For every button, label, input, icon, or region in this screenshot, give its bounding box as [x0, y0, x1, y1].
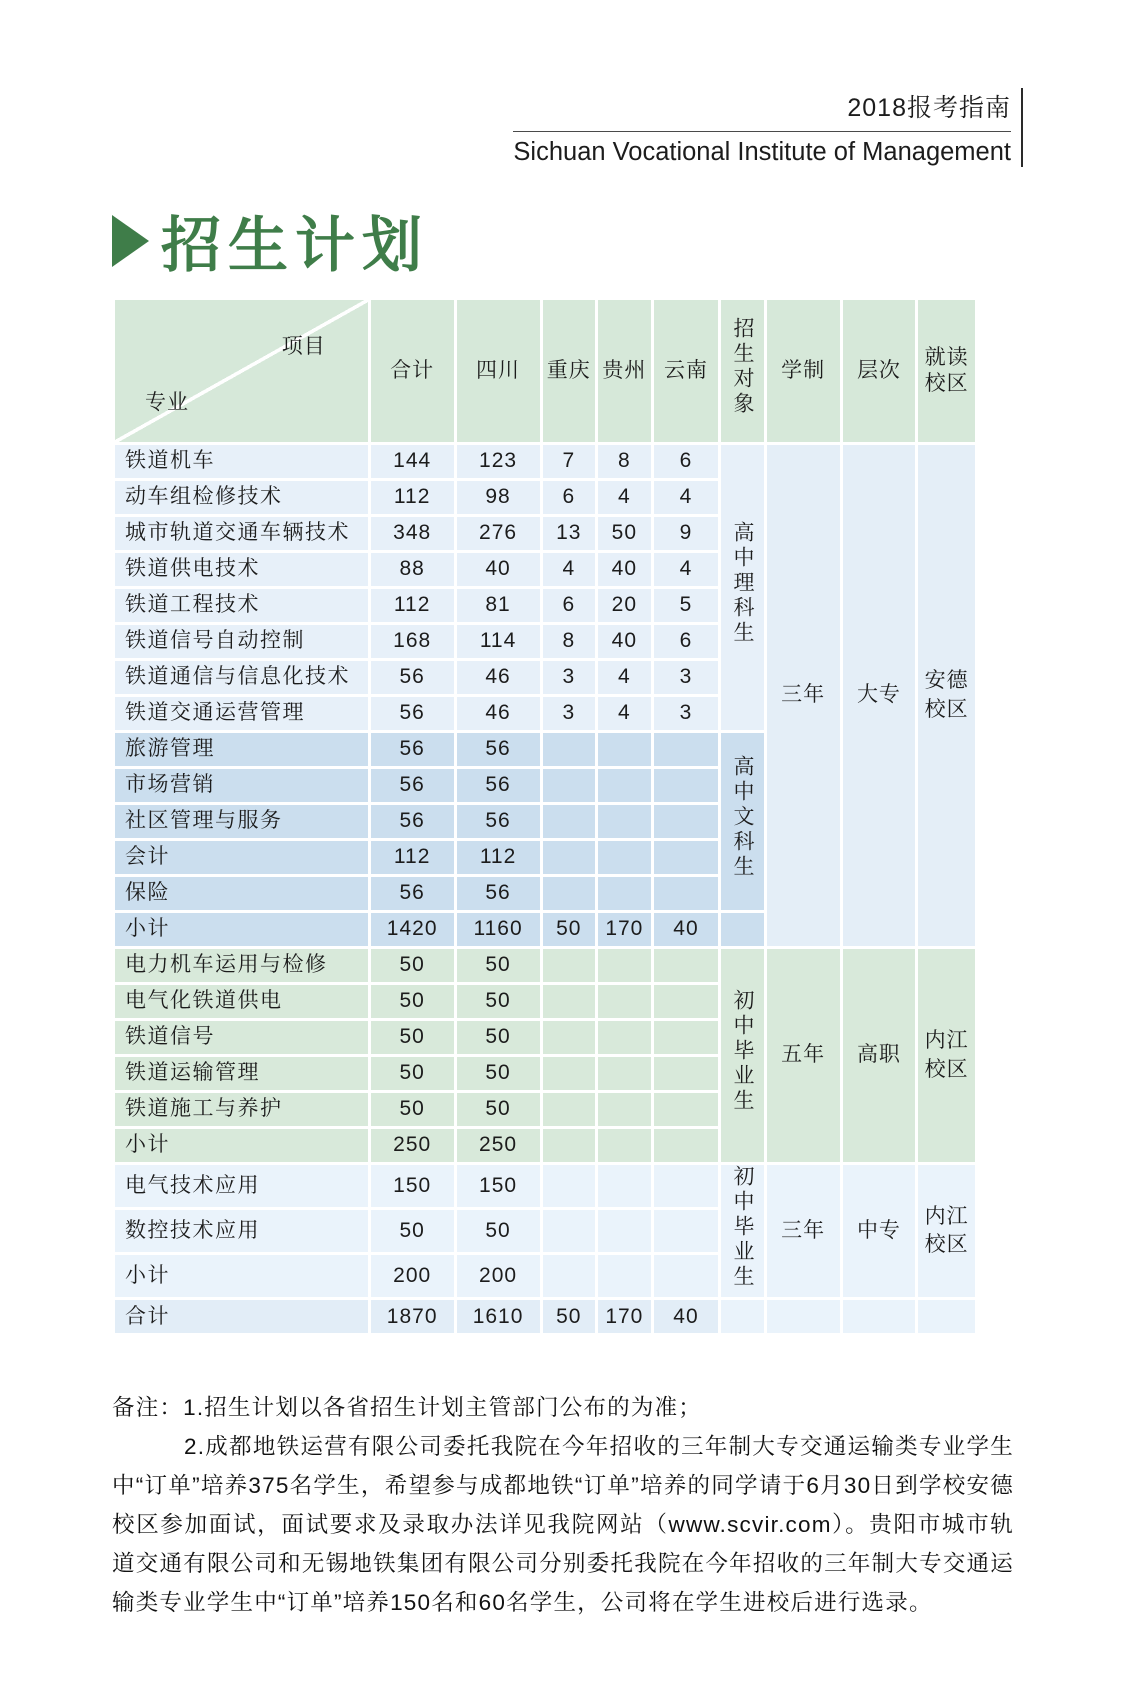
value-cell: 6: [543, 481, 596, 514]
value-cell: 250: [371, 1129, 454, 1162]
value-cell: 8: [543, 625, 596, 658]
value-cell: 8: [598, 445, 651, 478]
value-cell: 88: [371, 553, 454, 586]
value-cell: [543, 1165, 596, 1207]
value-cell: [598, 769, 651, 802]
value-cell: 250: [457, 1129, 540, 1162]
value-cell: 56: [371, 805, 454, 838]
value-cell: [654, 841, 719, 874]
header-total: 合计: [371, 300, 454, 442]
value-cell: [654, 1165, 719, 1207]
major-cell: 市场营销: [115, 769, 368, 802]
value-cell: [543, 1021, 596, 1054]
corner-item-label: 项目: [281, 335, 326, 358]
campus-group-cell: 内江校区: [918, 949, 975, 1162]
triangle-bullet-icon: [112, 215, 149, 267]
value-cell: 50: [371, 949, 454, 982]
header-sichuan: 四川: [457, 300, 540, 442]
table-row: [115, 949, 975, 982]
value-cell: [543, 877, 596, 910]
value-cell: 150: [457, 1165, 540, 1207]
value-cell: 50: [371, 1021, 454, 1054]
value-cell: 50: [457, 1210, 540, 1252]
major-cell: 城市轨道交通车辆技术: [115, 517, 368, 550]
value-cell: [598, 1021, 651, 1054]
header-target: [721, 300, 763, 442]
campus-group-cell: 安德校区: [918, 445, 975, 946]
level-group-cell: 大专: [843, 445, 916, 946]
value-cell: 81: [457, 589, 540, 622]
value-cell: 276: [457, 517, 540, 550]
value-cell: 112: [371, 589, 454, 622]
target-empty-cell: [721, 1300, 763, 1333]
value-cell: 50: [598, 517, 651, 550]
value-cell: [654, 769, 719, 802]
table-row: [115, 445, 975, 478]
value-cell: 13: [543, 517, 596, 550]
major-cell: 小计: [115, 1255, 368, 1297]
value-cell: 56: [457, 877, 540, 910]
value-cell: [654, 1255, 719, 1297]
value-cell: [598, 1057, 651, 1090]
major-cell: 会计: [115, 841, 368, 874]
value-cell: [598, 1255, 651, 1297]
value-cell: [543, 949, 596, 982]
major-cell: 合计: [115, 1300, 368, 1333]
value-cell: 3: [654, 697, 719, 730]
value-cell: 200: [371, 1255, 454, 1297]
value-cell: [654, 1093, 719, 1126]
level-group-cell: 高职: [843, 949, 916, 1162]
major-cell: 小计: [115, 913, 368, 946]
value-cell: 56: [457, 733, 540, 766]
value-cell: [543, 1057, 596, 1090]
value-cell: 40: [598, 625, 651, 658]
value-cell: [543, 1255, 596, 1297]
value-cell: 98: [457, 481, 540, 514]
duration-group-cell: 三年: [767, 445, 840, 946]
value-cell: [598, 1129, 651, 1162]
value-cell: [654, 1021, 719, 1054]
value-cell: [543, 733, 596, 766]
value-cell: 6: [654, 445, 719, 478]
table-row: [115, 1165, 975, 1207]
major-cell: 保险: [115, 877, 368, 910]
major-cell: 铁道通信与信息化技术: [115, 661, 368, 694]
value-cell: 3: [543, 661, 596, 694]
major-cell: 铁道工程技术: [115, 589, 368, 622]
enrollment-plan-table: [112, 297, 978, 1336]
major-cell: 铁道施工与养护: [115, 1093, 368, 1126]
header-target-text: 招生对象: [731, 317, 755, 418]
value-cell: 6: [654, 625, 719, 658]
value-cell: 6: [543, 589, 596, 622]
value-cell: 50: [457, 1021, 540, 1054]
section-title-text: 招生计划: [161, 212, 429, 279]
value-cell: 56: [457, 805, 540, 838]
value-cell: [543, 1210, 596, 1252]
major-cell: 铁道信号自动控制: [115, 625, 368, 658]
duration-group-cell: 三年: [767, 1165, 840, 1297]
header-level: 层次: [843, 300, 916, 442]
value-cell: 3: [654, 661, 719, 694]
target-empty-cell: [721, 913, 763, 946]
value-cell: [654, 949, 719, 982]
value-cell: [598, 985, 651, 1018]
value-cell: [598, 877, 651, 910]
table-row-grand-total: [115, 1300, 975, 1333]
value-cell: 40: [457, 553, 540, 586]
value-cell: [654, 1210, 719, 1252]
value-cell: 170: [598, 1300, 651, 1333]
major-cell: 数控技术应用: [115, 1210, 368, 1252]
value-cell: [543, 1129, 596, 1162]
value-cell: [543, 805, 596, 838]
value-cell: 200: [457, 1255, 540, 1297]
major-cell: 社区管理与服务: [115, 805, 368, 838]
target-group-cell: 高中理科生: [721, 445, 763, 730]
value-cell: 150: [371, 1165, 454, 1207]
major-cell: 电气化铁道供电: [115, 985, 368, 1018]
corner-major-label: 专业: [145, 390, 189, 414]
major-cell: 铁道运输管理: [115, 1057, 368, 1090]
value-cell: 56: [371, 877, 454, 910]
value-cell: 50: [371, 985, 454, 1018]
value-cell: 1420: [371, 913, 454, 946]
value-cell: 50: [457, 1057, 540, 1090]
value-cell: 5: [654, 589, 719, 622]
value-cell: 112: [457, 841, 540, 874]
value-cell: 40: [598, 553, 651, 586]
value-cell: 144: [371, 445, 454, 478]
table-header-row: [115, 300, 975, 442]
major-cell: 动车组检修技术: [115, 481, 368, 514]
value-cell: [543, 985, 596, 1018]
value-cell: 4: [598, 661, 651, 694]
value-cell: [598, 949, 651, 982]
footnote-2: 2.成都地铁运营有限公司委托我院在今年招收的三年制大专交通运输类专业学生中“订单”培养375名学生，希望参与成都地铁“订单”培养的同学请于6月30日到学校安德校区参加面试，面试要求及录取办法详见我院网站（www.scvir.com）。贵阳市城市轨道交通有限公司和无锡地铁集团有限公司分别委托我院在今年招收的三年制大专交通运输类专业学生中“订单”培养150名和60名学生，公司将在学生进校后进行选录。: [112, 1434, 1014, 1615]
value-cell: 56: [371, 769, 454, 802]
value-cell: 4: [598, 481, 651, 514]
value-cell: 56: [457, 769, 540, 802]
major-cell: 小计: [115, 1129, 368, 1162]
value-cell: 1160: [457, 913, 540, 946]
footnotes: [112, 1388, 1014, 1622]
value-cell: 112: [371, 841, 454, 874]
value-cell: 4: [654, 481, 719, 514]
value-cell: 20: [598, 589, 651, 622]
value-cell: 40: [654, 913, 719, 946]
value-cell: 50: [371, 1210, 454, 1252]
value-cell: 4: [543, 553, 596, 586]
duration-group-cell: 五年: [767, 949, 840, 1162]
value-cell: 50: [457, 1093, 540, 1126]
target-group-cell: 初中毕业生: [721, 1165, 763, 1297]
corner-header-cell: [115, 300, 368, 442]
page-header: [513, 88, 1023, 167]
footnote-1: 备注：1.招生计划以各省招生计划主管部门公布的为准；: [112, 1395, 702, 1420]
value-cell: 112: [371, 481, 454, 514]
header-campus: 就读校区: [918, 300, 975, 442]
section-title: [112, 198, 429, 284]
institute-name: Sichuan Vocational Institute of Management: [513, 138, 1011, 166]
value-cell: 50: [371, 1057, 454, 1090]
value-cell: [654, 733, 719, 766]
value-cell: 7: [543, 445, 596, 478]
level-empty-cell: [843, 1300, 916, 1333]
major-cell: 铁道信号: [115, 1021, 368, 1054]
value-cell: [598, 1165, 651, 1207]
header-guizhou: 贵州: [598, 300, 651, 442]
value-cell: 348: [371, 517, 454, 550]
value-cell: 168: [371, 625, 454, 658]
major-cell: 电力机车运用与检修: [115, 949, 368, 982]
value-cell: 50: [457, 985, 540, 1018]
value-cell: [654, 877, 719, 910]
value-cell: [598, 805, 651, 838]
value-cell: [598, 733, 651, 766]
value-cell: 170: [598, 913, 651, 946]
value-cell: 40: [654, 1300, 719, 1333]
value-cell: 46: [457, 697, 540, 730]
value-cell: [543, 769, 596, 802]
value-cell: [654, 1129, 719, 1162]
value-cell: 50: [371, 1093, 454, 1126]
value-cell: 4: [654, 553, 719, 586]
value-cell: 50: [543, 1300, 596, 1333]
value-cell: [598, 1210, 651, 1252]
header-duration: 学制: [767, 300, 840, 442]
value-cell: [654, 805, 719, 838]
value-cell: [543, 841, 596, 874]
value-cell: [598, 841, 651, 874]
duration-empty-cell: [767, 1300, 840, 1333]
campus-empty-cell: [918, 1300, 975, 1333]
major-cell: 电气技术应用: [115, 1165, 368, 1207]
level-group-cell: 中专: [843, 1165, 916, 1297]
value-cell: [654, 1057, 719, 1090]
value-cell: 56: [371, 733, 454, 766]
value-cell: 46: [457, 661, 540, 694]
value-cell: 123: [457, 445, 540, 478]
major-cell: 铁道机车: [115, 445, 368, 478]
value-cell: 50: [543, 913, 596, 946]
major-cell: 铁道供电技术: [115, 553, 368, 586]
value-cell: [598, 1093, 651, 1126]
target-group-cell: 初中毕业生: [721, 949, 763, 1162]
campus-group-cell: 内江校区: [918, 1165, 975, 1297]
value-cell: 3: [543, 697, 596, 730]
value-cell: 56: [371, 661, 454, 694]
value-cell: 4: [598, 697, 651, 730]
value-cell: [654, 985, 719, 1018]
value-cell: 114: [457, 625, 540, 658]
value-cell: [543, 1093, 596, 1126]
value-cell: 50: [457, 949, 540, 982]
header-chongqing: 重庆: [543, 300, 596, 442]
value-cell: 1870: [371, 1300, 454, 1333]
header-yunnan: 云南: [654, 300, 719, 442]
value-cell: 1610: [457, 1300, 540, 1333]
guide-label: 2018报考指南: [513, 88, 1011, 132]
major-cell: 旅游管理: [115, 733, 368, 766]
target-group-cell: 高中文科生: [721, 733, 763, 910]
major-cell: 铁道交通运营管理: [115, 697, 368, 730]
value-cell: 9: [654, 517, 719, 550]
value-cell: 56: [371, 697, 454, 730]
